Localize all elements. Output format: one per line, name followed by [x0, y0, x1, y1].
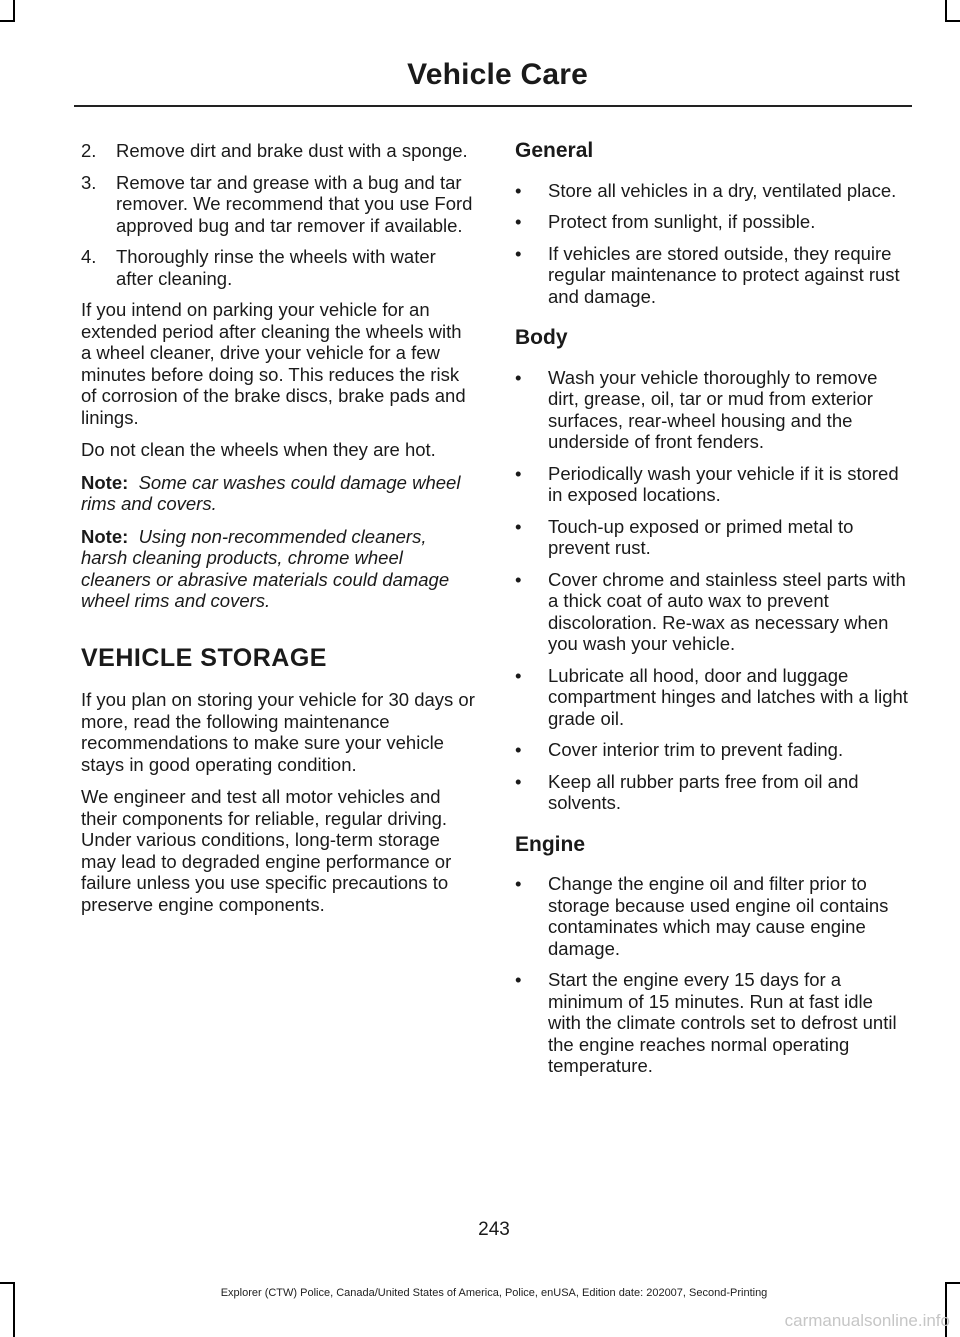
bullet-glyph: • — [515, 873, 522, 894]
list-item — [515, 665, 910, 730]
left-column — [81, 140, 476, 926]
bullet-list-body — [515, 367, 910, 814]
list-item — [515, 569, 910, 655]
right-column — [515, 140, 910, 1087]
bullet-glyph: • — [515, 568, 522, 590]
bullet-text: Keep all rubber parts free from oil and solvents. — [548, 770, 859, 813]
paragraph-engineering: We engineer and test all motor vehicles and their components for reliable, regular driving. Under various conditions, long-term storage may lead to degraded engine performance or failure unless you use specific precautions to preserve engine components. — [81, 786, 452, 915]
note-text: Some car washes could damage wheel rims and covers. — [81, 471, 461, 514]
bullet-text: Protect from sunlight, if possible. — [548, 211, 816, 232]
bullet-text: Wash your vehicle thoroughly to remove dirt, grease, oil, tar or mud from exterior surfaces, rear-wheel housing and the underside of front fenders. — [548, 366, 878, 452]
paragraph-extended-parking: If you intend on parking your vehicle for an extended period after cleaning the wheels with a wheel cleaner, drive your vehicle for a few minutes before doing so. This reduces the risk of corrosion of the brake discs, brake pads and linings. — [81, 299, 466, 428]
crop-mark-top-left-v — [13, 0, 15, 22]
note-text: Using non-recommended cleaners, harsh cleaning products, chrome wheel cleaners or abrasive materials could damage wheel rims and covers. — [81, 525, 450, 611]
note-label: Note: — [81, 471, 129, 493]
list-item — [515, 367, 910, 453]
step-text: Thoroughly rinse the wheels with water after cleaning. — [116, 246, 436, 289]
watermark: carmanualsonline.info — [784, 1311, 950, 1330]
bullet-text: Cover interior trim to prevent fading. — [548, 739, 844, 760]
note-cleaners — [81, 526, 476, 612]
list-item — [515, 873, 910, 959]
note-car-washes — [81, 472, 476, 515]
bullet-text: Lubricate all hood, door and luggage compartment hinges and latches with a light grade oil. — [548, 664, 908, 729]
bullet-glyph: • — [515, 770, 522, 792]
bullet-text: Change the engine oil and filter prior to storage because used engine oil contains contaminates which may cause engine damage. — [548, 873, 889, 959]
section-title-vehicle-storage: VEHICLE STORAGE — [81, 643, 327, 672]
list-item — [515, 739, 910, 761]
paragraph-hot-wheels: Do not clean the wheels when they are hot. — [81, 439, 436, 460]
bullet-glyph: • — [515, 664, 522, 686]
paragraph-storage-intro: If you plan on storing your vehicle for 30 days or more, read the following maintenance recommendations to make sure your vehicle stays in good operating condition. — [81, 689, 475, 775]
list-item — [515, 463, 910, 506]
list-item — [515, 771, 910, 814]
step-2 — [81, 140, 476, 162]
crop-mark-bottom-left-h — [0, 1282, 15, 1284]
page-header-title: Vehicle Care — [407, 58, 588, 91]
step-text: Remove tar and grease with a bug and tar remover. We recommend that you use Ford approved bug and tar remover if available. — [116, 171, 473, 236]
subsection-title-engine: Engine — [515, 832, 586, 856]
bullet-text: Store all vehicles in a dry, ventilated place. — [548, 179, 897, 201]
note-label: Note: — [81, 525, 129, 547]
crop-mark-top-left-h — [0, 20, 15, 22]
bullet-glyph: • — [515, 515, 522, 537]
crop-mark-top-right-h — [945, 20, 960, 22]
list-item — [515, 243, 910, 308]
bullet-list-general — [515, 180, 910, 308]
bullet-glyph: • — [515, 242, 522, 264]
bullet-glyph: • — [515, 969, 522, 990]
subsection-title-general: General — [515, 139, 594, 162]
subsection-title-body: Body — [515, 326, 568, 349]
bullet-glyph: • — [515, 462, 522, 484]
list-item — [515, 516, 910, 559]
crop-mark-top-right-v — [945, 0, 947, 22]
bullet-list-engine — [515, 873, 910, 1077]
bullet-text: Cover chrome and stainless steel parts with a thick coat of auto wax to prevent discoloration. Re-wax as necessary when you wash your vehicle. — [548, 568, 906, 654]
step-number: 4. — [81, 246, 97, 267]
step-text: Remove dirt and brake dust with a sponge. — [116, 140, 468, 161]
step-3 — [81, 172, 476, 237]
bullet-text: Touch-up exposed or primed metal to prevent rust. — [548, 515, 854, 558]
bullet-text: If vehicles are stored outside, they require regular maintenance to protect against rust and damage. — [548, 242, 900, 307]
step-number: 2. — [81, 140, 97, 161]
page-footer: Explorer (CTW) Police, Canada/United States of America, Police, enUSA, Edition date: 202007, Second-Printing — [220, 1287, 768, 1299]
step-number: 3. — [81, 171, 97, 193]
header-divider — [74, 105, 912, 107]
step-4 — [81, 246, 476, 289]
bullet-glyph: • — [515, 179, 522, 201]
bullet-glyph: • — [515, 366, 522, 388]
crop-mark-bottom-right-h — [945, 1282, 960, 1284]
list-item — [515, 969, 910, 1077]
list-item — [515, 211, 910, 233]
bullet-text: Periodically wash your vehicle if it is stored in exposed locations. — [548, 462, 899, 505]
page-number: 243 — [478, 1219, 510, 1240]
bullet-glyph: • — [515, 739, 522, 760]
list-item — [515, 180, 910, 202]
bullet-text: Start the engine every 15 days for a minimum of 15 minutes. Run at fast idle with the climate controls set to defrost until the engine reaches normal operating temperature. — [548, 969, 897, 1076]
bullet-glyph: • — [515, 211, 522, 232]
